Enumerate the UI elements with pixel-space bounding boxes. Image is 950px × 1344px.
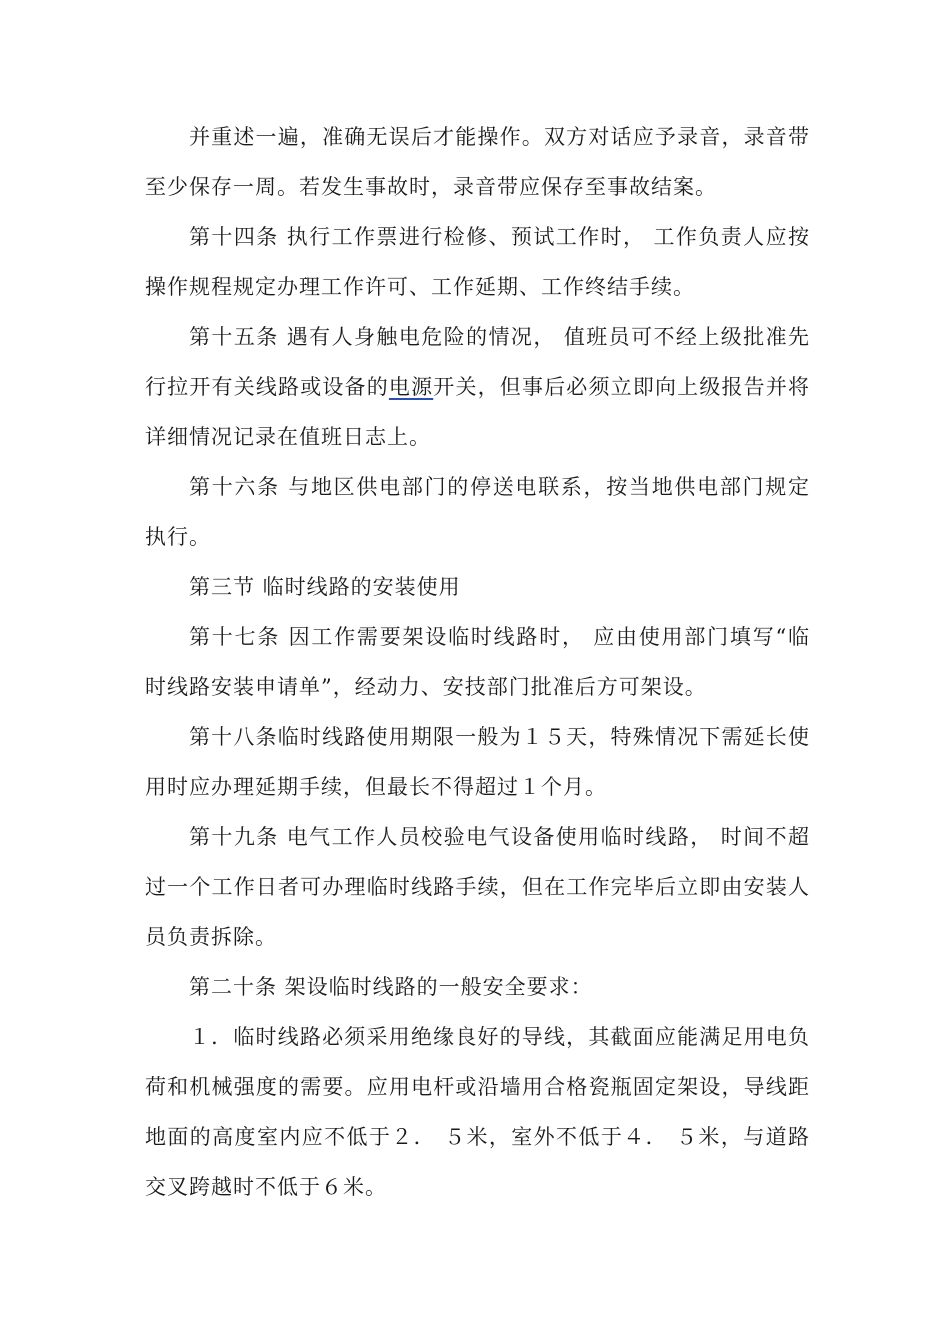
paragraph-article-15-after: 开关，但事后必须立即向上级报告并将详细情况记录在值班日志上。	[145, 375, 811, 449]
paragraph-article-17: 第十七条 因工作需要架设临时线路时， 应由使用部门填写“临时线路安装申请单”，经动力、安技部门批准后方可架设。	[145, 625, 810, 699]
document-body	[145, 112, 810, 1212]
paragraph-article-15	[145, 312, 810, 462]
paragraph-article-16: 第十六条 与地区供电部门的停送电联系，按当地供电部门规定执行。	[145, 475, 810, 549]
paragraph-article-18: 第十八条临时线路使用期限一般为１５天，特殊情况下需延长使用时应办理延期手续，但最长不得超过１个月。	[145, 725, 810, 799]
list-item-1: １．临时线路必须采用绝缘良好的导线，其截面应能满足用电负荷和机械强度的需要。应用电杆或沿墙用合格瓷瓶固定架设，导线距地面的高度室内应不低于２． ５米，室外不低于４． ５米，与道路交叉跨越时不低于６米。	[145, 1025, 810, 1199]
power-source-link[interactable]: 电源	[388, 375, 434, 399]
section-heading-3: 第三节 临时线路的安装使用	[189, 575, 461, 599]
paragraph-article-20: 第二十条 架设临时线路的一般安全要求：	[189, 975, 593, 999]
paragraph-article-14: 第十四条 执行工作票进行检修、预试工作时， 工作负责人应按操作规程规定办理工作许可、工作延期、工作终结手续。	[145, 225, 810, 299]
paragraph-1: 并重述一遍，准确无误后才能操作。双方对话应予录音，录音带至少保存一周。若发生事故时，录音带应保存至事故结案。	[145, 125, 810, 199]
paragraph-article-15-before: 第十五条 遇有人身触电危险的情况， 值班员可不经上级批准先行拉开有关线路或设备的	[145, 325, 810, 399]
paragraph-article-19: 第十九条 电气工作人员校验电气设备使用临时线路， 时间不超过一个工作日者可办理临时线路手续，但在工作完毕后立即由安装人员负责拆除。	[145, 825, 810, 949]
